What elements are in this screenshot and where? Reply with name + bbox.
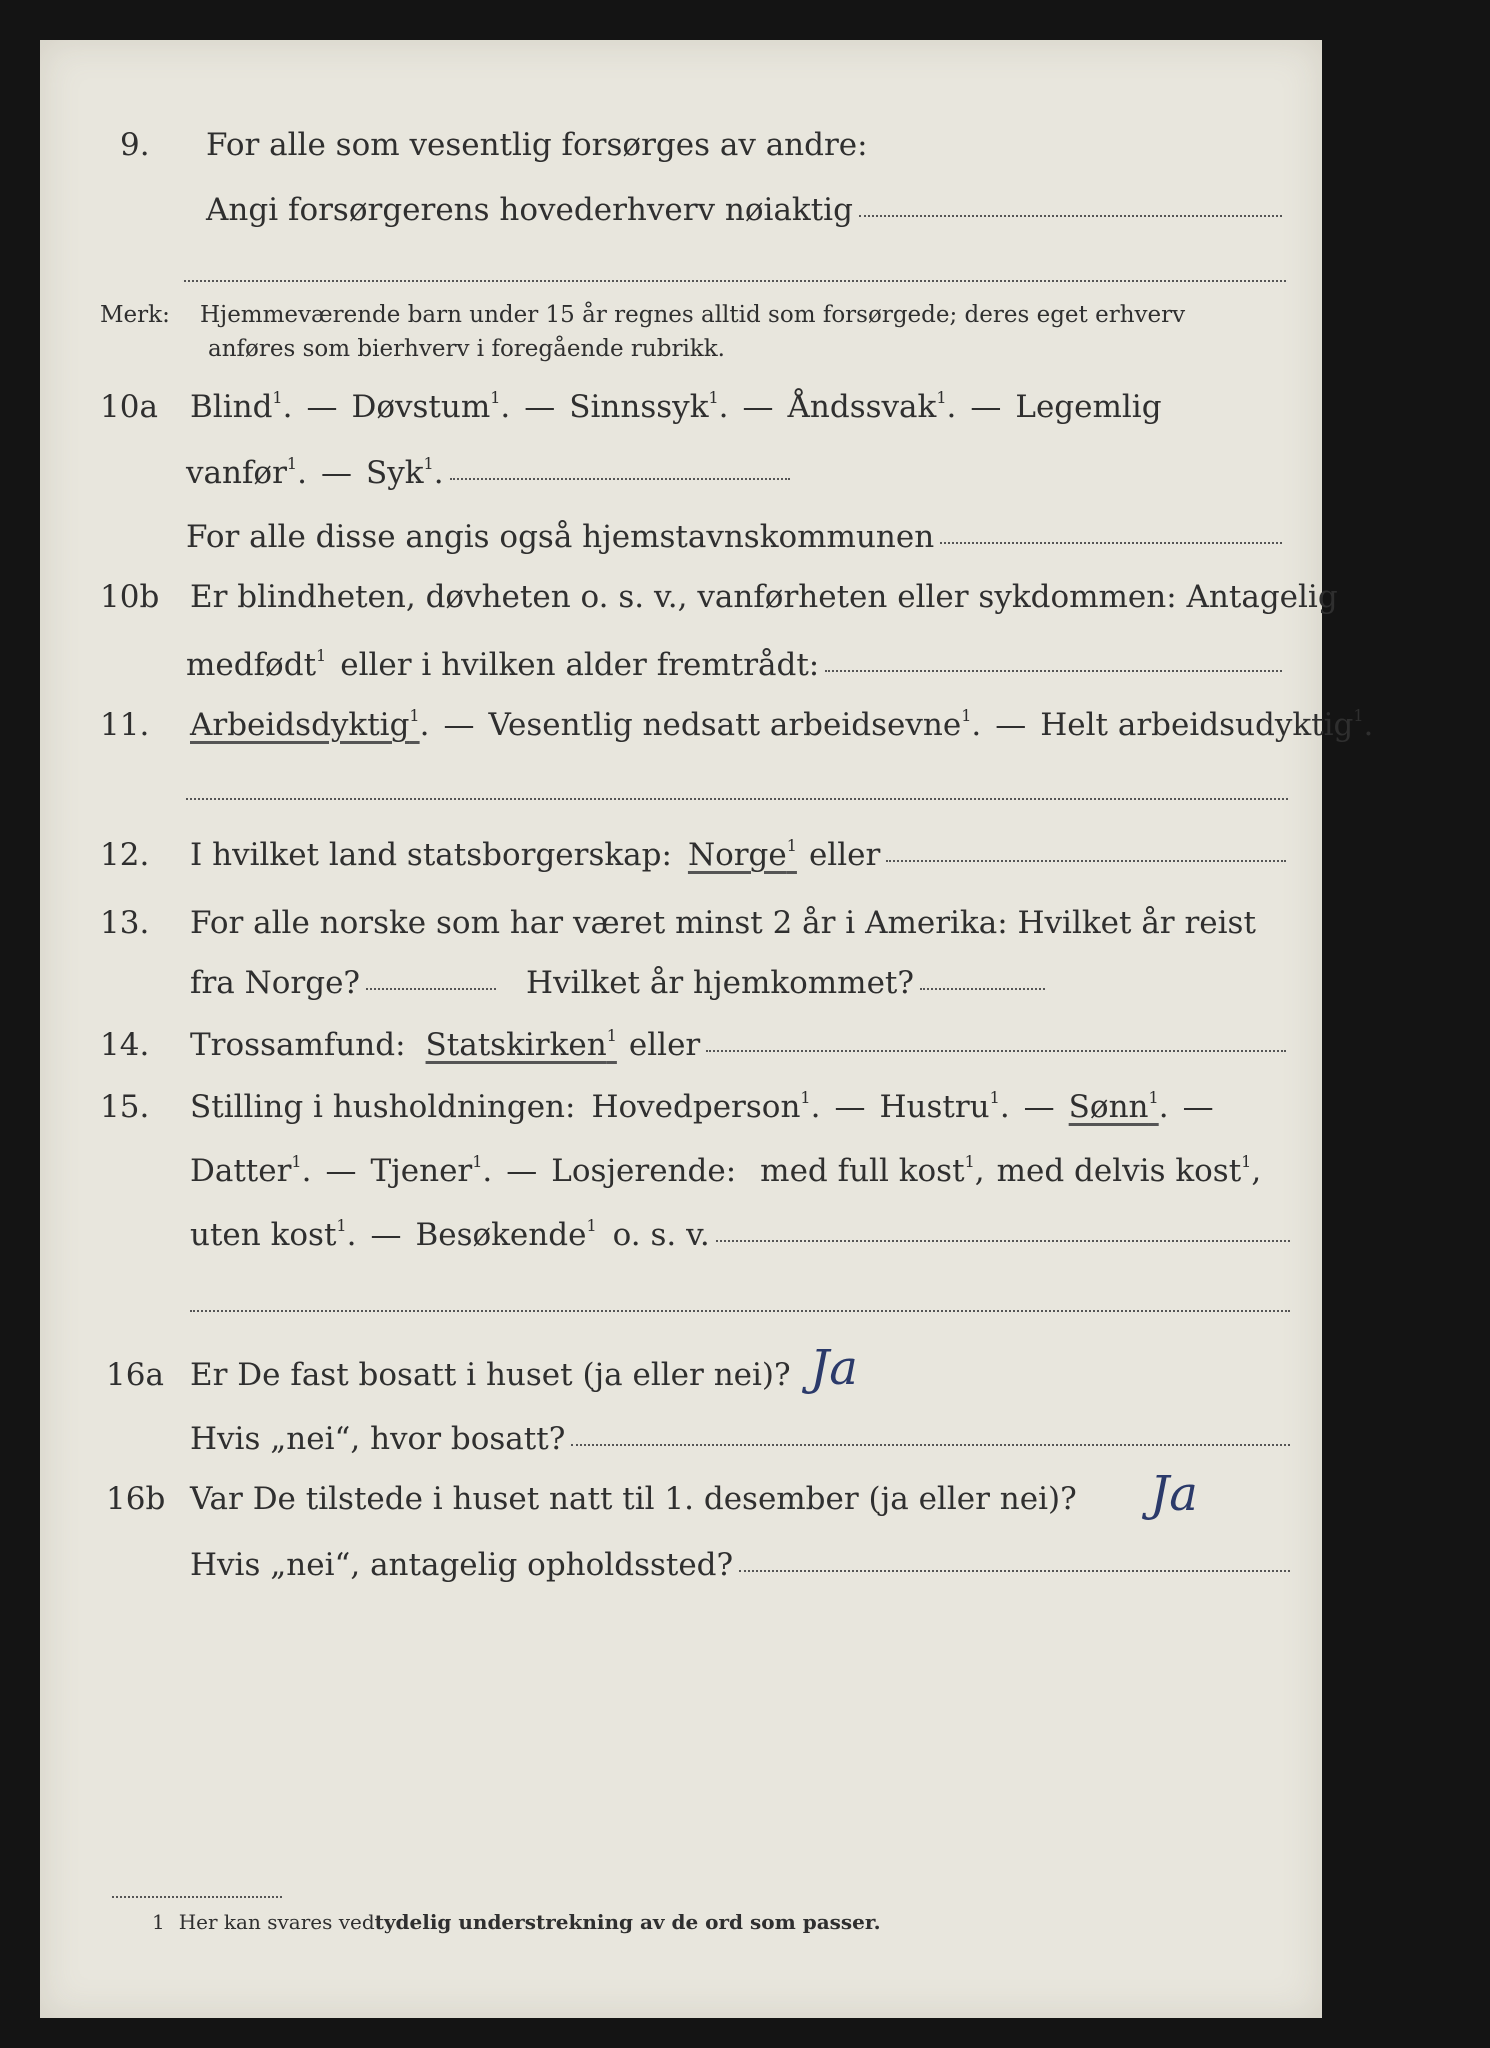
question-number: 12. — [100, 837, 150, 873]
question-12 — [40, 836, 1322, 873]
answer-line[interactable] — [184, 280, 1286, 282]
question-14 — [40, 1026, 1322, 1063]
answer-line[interactable] — [186, 798, 1288, 800]
question-text: For alle norske som har været minst 2 år i Amerika: Hvilket år reist — [190, 905, 1256, 941]
question-text: For alle som vesentlig forsørges av andre: — [206, 127, 868, 163]
question-text: Var De tilstede i huset natt til 1. desember (ja eller nei)? — [190, 1481, 1077, 1517]
question-number: 10b — [100, 579, 160, 615]
option-datter[interactable]: Datter$^1$. — [190, 1152, 312, 1189]
question-10b-line-1 — [40, 579, 1382, 615]
question-number: 16a — [106, 1357, 164, 1393]
option-norge[interactable]: Norge$^1$ — [687, 836, 797, 873]
question-number: 13. — [100, 905, 150, 941]
answer-field[interactable] — [825, 670, 1282, 672]
option-sinnssyk[interactable]: Sinnssyk$^1$. — [569, 388, 729, 425]
question-number: 11. — [100, 707, 150, 743]
footnote-separator — [112, 1896, 282, 1898]
question-10a-line-3 — [40, 519, 1322, 555]
question-text: For alle disse angis også hjemstavnskommunen — [186, 519, 935, 555]
question-16a-line-2 — [40, 1421, 1322, 1457]
answer-field-hjemkommet[interactable] — [920, 988, 1045, 990]
question-text: Hvis „nei“, antagelig opholdssted? — [190, 1547, 734, 1583]
question-text: Er De fast bosatt i huset (ja eller nei)? — [190, 1357, 791, 1393]
question-number: 15. — [100, 1089, 150, 1125]
question-9-line-2 — [40, 192, 1322, 228]
answer-line[interactable] — [190, 1310, 1290, 1312]
answer-field[interactable] — [716, 1240, 1290, 1242]
question-text: I hvilket land statsborgerskap: — [190, 837, 672, 873]
option-arbeidsudyktig[interactable]: Helt arbeidsudyktig$^1$. — [1040, 706, 1374, 743]
note-text: Hjemmeværende barn under 15 år regnes alltid som forsørgede; deres eget erhverv — [200, 302, 1186, 328]
answer-field[interactable] — [450, 478, 790, 480]
note-label: Merk: — [100, 302, 170, 328]
question-10a-line-1: 10a Blind$^1$. — Døvstum$^1$. — Sinnssyk$^1$. — Åndssvak$^1$. — Legemlig — [100, 388, 1162, 425]
option-legemlig[interactable]: Legemlig — [1015, 389, 1162, 425]
question-text: Trossamfund: — [190, 1027, 406, 1063]
answer-field[interactable] — [859, 215, 1282, 217]
answer-field[interactable] — [706, 1050, 1286, 1052]
note-line-2 — [40, 338, 1490, 361]
question-15-line-3: uten kost$^1$. — Besøkende$^1$ o. s. v. — [40, 1220, 1322, 1251]
option-andssvak[interactable]: Åndssvak$^1$. — [787, 388, 957, 425]
option-statskirken[interactable]: Statskirken$^1$ — [425, 1026, 617, 1063]
option-delvis-kost[interactable]: med delvis kost$^1$, — [996, 1152, 1262, 1189]
question-text: Hvilket år hjemkommet? — [526, 965, 915, 1001]
question-10b-line-2 — [40, 646, 1322, 683]
question-text: Stilling i husholdningen: — [190, 1089, 576, 1125]
handwritten-answer-16b: Ja — [1150, 1466, 1198, 1522]
question-13-line-1 — [40, 905, 1382, 941]
answer-field[interactable] — [571, 1444, 1290, 1446]
option-hovedperson[interactable]: Hovedperson$^1$. — [591, 1088, 821, 1125]
footnote-mark: 1 — [152, 1910, 165, 1934]
option-losjerende[interactable]: Losjerende: — [551, 1153, 737, 1189]
handwritten-answer-16a: Ja — [810, 1340, 858, 1396]
question-text: Angi forsørgerens hovederhverv nøiaktig — [206, 192, 853, 228]
question-16b-line-2 — [40, 1547, 1322, 1583]
option-arbeidsdyktig[interactable]: Arbeidsdyktig$^1$ — [190, 706, 420, 743]
option-hustru[interactable]: Hustru$^1$. — [879, 1088, 1010, 1125]
question-number: 14. — [100, 1027, 150, 1063]
option-full-kost[interactable]: med full kost$^1$, — [760, 1152, 985, 1189]
question-13-line-2 — [40, 965, 1472, 1001]
question-number: 9. — [120, 127, 150, 163]
option-nedsatt-arbeidsevne[interactable]: Vesentlig nedsatt arbeidsevne$^1$. — [488, 706, 982, 743]
question-text: eller i hvilken alder fremtrådt: — [340, 647, 820, 683]
question-11: 11. Arbeidsdyktig$^1$ . — Vesentlig nedsatt arbeidsevne$^1$. — Helt arbeidsudyktig$^1$. — [100, 706, 1374, 743]
question-text: Hvis „nei“, hvor bosatt? — [190, 1421, 566, 1457]
footnote-text-b: tydelig understrekning av de ord som passer. — [374, 1910, 881, 1934]
option-medfodt[interactable]: medfødt$^1$ — [186, 646, 327, 683]
question-15-line-2: Datter$^1$. — Tjener$^1$. — Losjerende: med full kost$^1$, med delvis kost$^1$, — [190, 1152, 1262, 1189]
question-text: fra Norge? — [190, 965, 361, 1001]
option-tjener[interactable]: Tjener$^1$. — [370, 1152, 493, 1189]
answer-field[interactable] — [886, 860, 1286, 862]
option-sonn[interactable]: Sønn$^1$ — [1068, 1088, 1159, 1125]
question-10a-line-2: vanfør$^1$. — Syk$^1$. — [40, 458, 1468, 489]
option-uten-kost[interactable]: uten kost$^1$. — [190, 1216, 357, 1253]
question-tail: eller — [808, 837, 881, 873]
question-text: Er blindheten, døvheten o. s. v., vanførheten eller sykdommen: Antagelig — [190, 579, 1338, 615]
footnote-text-a: Her kan svares ved — [178, 1910, 375, 1934]
answer-field[interactable] — [739, 1570, 1290, 1572]
question-15-line-1: 15. Stilling i husholdningen: Hovedperson$^1$. — Hustru$^1$. — Sønn$^1$ . — — [100, 1088, 1214, 1125]
question-9-line-1 — [40, 127, 1402, 163]
option-vanfor[interactable]: vanfør$^1$. — [186, 454, 307, 491]
question-tail: o. s. v. — [612, 1217, 710, 1253]
note-line-1 — [40, 304, 1382, 327]
answer-field[interactable] — [940, 542, 1282, 544]
question-tail: eller — [628, 1027, 701, 1063]
census-form-page — [40, 40, 1374, 2018]
footnote — [40, 1912, 1434, 1932]
note-text: anføres som bierhverv i foregående rubrikk. — [208, 336, 725, 362]
question-number: 16b — [106, 1481, 166, 1517]
question-number: 10a — [100, 389, 158, 425]
question-16a-line-1 — [40, 1357, 1388, 1393]
option-besokende[interactable]: Besøkende$^1$ — [415, 1216, 597, 1253]
answer-field-reist[interactable] — [366, 988, 496, 990]
option-syk[interactable]: Syk$^1$. — [365, 454, 444, 491]
option-dovstum[interactable]: Døvstum$^1$. — [351, 388, 511, 425]
option-blind[interactable]: Blind$^1$. — [190, 388, 293, 425]
